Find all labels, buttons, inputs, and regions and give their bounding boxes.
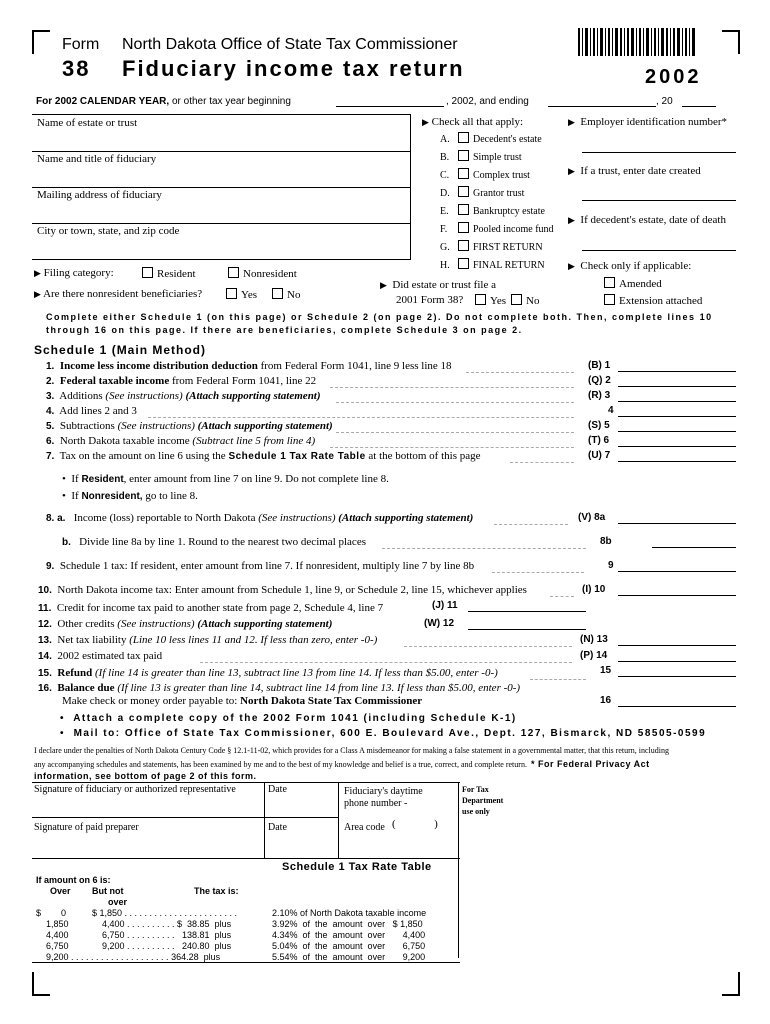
rate-row: 9,200 . . . . . . . . . . . . . . . . . . . . 364.28 plus: [46, 952, 221, 962]
arrow-right-icon: ▶: [568, 215, 575, 225]
death-date-field[interactable]: [582, 250, 736, 251]
checkbox[interactable]: [458, 132, 469, 143]
amended-checkbox-row[interactable]: Amended: [604, 277, 662, 290]
form38-no-checkbox[interactable]: No: [511, 294, 539, 307]
entity-type-item-g[interactable]: G. FIRST RETURN: [440, 242, 543, 253]
line-11: 11. Credit for income tax paid to another state from page 2, Schedule 4, line 7: [38, 602, 384, 614]
schedule1-line-5: 5. Subtractions (See instructions) (Attach supporting statement): [46, 420, 333, 432]
estate-name-field[interactable]: Name of estate or trust: [37, 117, 138, 129]
checkbox[interactable]: [142, 267, 153, 278]
entity-type-item-d[interactable]: D. Grantor trust: [440, 188, 525, 199]
col-over2: over: [108, 897, 128, 907]
corner-mark-bottom-left: [32, 972, 50, 996]
check-all-label: ▶ Check all that apply:: [422, 116, 524, 128]
leader-dots: [336, 402, 574, 403]
line-code: 8b: [600, 536, 612, 547]
form-number: 38: [62, 56, 91, 81]
phone-label-line1: Fiduciary's daytime: [344, 786, 423, 797]
leader-dots: [330, 447, 574, 448]
rate-table-header: If amount on 6 is:: [36, 875, 111, 885]
checkbox[interactable]: [458, 240, 469, 251]
preparer-date-field[interactable]: Date: [268, 822, 287, 833]
filing-category-row: ▶ Filing category:: [34, 267, 114, 279]
checkbox[interactable]: [604, 294, 615, 305]
leader-dots: [466, 372, 574, 373]
line-14: 14. 2002 estimated tax paid: [38, 650, 163, 662]
signature-date-field[interactable]: Date: [268, 784, 287, 795]
amount-field-line-14[interactable]: [618, 661, 736, 662]
line-code: 4: [608, 405, 614, 416]
instructions-line2: through 16 on this page. If there are beneficiaries, complete Schedule 3 on page 2.: [46, 325, 523, 335]
leader-dots: [330, 387, 574, 388]
checkbox[interactable]: [511, 294, 522, 305]
trust-date-label: ▶ If a trust, enter date created: [568, 165, 701, 177]
amount-field-line-3[interactable]: [618, 401, 736, 402]
schedule1-line-9: 9. Schedule 1 tax: If resident, enter amount from line 7. If nonresident, multiply line 7 by line 8b: [46, 560, 475, 572]
checkbox[interactable]: [458, 150, 469, 161]
entity-type-item-e[interactable]: E. Bankruptcy estate: [440, 206, 545, 217]
line-code: (V) 8a: [578, 512, 606, 523]
nonresident-checkbox-row[interactable]: Nonresident: [228, 267, 297, 280]
amount-field-line-11[interactable]: [468, 611, 586, 612]
checkbox[interactable]: [458, 222, 469, 233]
schedule1-line-7: 7. Tax on the amount on line 6 using the Schedule 1 Tax Rate Table at the bottom of this page: [46, 450, 481, 462]
dept-use-line1: For Tax: [462, 785, 489, 794]
agency-name: North Dakota Office of State Tax Commissioner: [122, 36, 458, 53]
schedule1-line-3: 3. Additions (See instructions) (Attach supporting statement): [46, 390, 321, 402]
checkbox[interactable]: [228, 267, 239, 278]
declaration-line3: information, see bottom of page 2 of this form.: [34, 771, 257, 781]
checkbox[interactable]: [458, 204, 469, 215]
line-10: 10. North Dakota income tax: Enter amount from Schedule 1, line 9, or Schedule 2, line 15, whichever applies: [38, 584, 527, 596]
entity-type-item-a[interactable]: A. Decedent's estate: [440, 134, 542, 145]
tax-year-mid: , 2002, and ending: [446, 96, 529, 107]
schedule1-line-1: 1. Income less income distribution deduction from Federal Form 1041, line 9 less line 18: [46, 360, 452, 372]
death-date-label: ▶ If decedent's estate, date of death: [568, 214, 726, 226]
amount-field-line-10[interactable]: [618, 595, 736, 596]
line-code: (T) 6: [588, 435, 610, 446]
arrow-right-icon: ▶: [34, 268, 41, 278]
phone-label-line2: phone number -: [344, 798, 408, 809]
leader-dots: [336, 432, 574, 433]
amount-field-line-5[interactable]: [618, 431, 736, 432]
corner-mark-bottom-right: [722, 972, 740, 996]
check-only-label: ▶ Check only if applicable:: [568, 260, 692, 272]
line-code: (W) 12: [424, 618, 454, 629]
amount-field-line-12[interactable]: [468, 629, 586, 630]
attach-copy-note: • Attach a complete copy of the 2002 Form 1041 (including Schedule K-1): [60, 713, 517, 724]
amount-field-line-8a[interactable]: [618, 523, 736, 524]
amount-field-line-4[interactable]: [618, 416, 736, 417]
form-label: Form: [62, 36, 100, 53]
end-year-field[interactable]: [682, 106, 716, 107]
col-tax-is: The tax is:: [194, 886, 239, 896]
leader-dots: [200, 662, 572, 663]
arrow-right-icon: ▶: [568, 166, 575, 176]
schedule1-line-8a: 8. a. Income (loss) reportable to North Dakota (See instructions) (Attach supporting statement): [46, 512, 474, 524]
declaration-line1: I declare under the penalties of North Dakota Century Code § 12.1-11-02, which provides for a Class A misdemeanor for making a false statement in a governmental matter, that this return, including: [34, 746, 669, 755]
line-code: 9: [608, 560, 614, 571]
city-state-zip-field[interactable]: City or town, state, and zip code: [37, 225, 180, 237]
amount-field-line-6[interactable]: [618, 446, 736, 447]
leader-dots: [492, 572, 584, 573]
amount-field-line-16[interactable]: [618, 706, 736, 707]
leader-dots: [382, 548, 586, 549]
rate-row-pct: 3.92% of the amount over $ 1,850: [272, 919, 423, 929]
schedule1-line-8b: b. Divide line 8a by line 1. Round to the nearest two decimal places: [62, 536, 366, 548]
leader-dots: [530, 679, 586, 680]
fiduciary-signature-field[interactable]: Signature of fiduciary or authorized representative: [34, 784, 236, 795]
amount-field-line-1[interactable]: [618, 371, 736, 372]
page-title: Fiduciary income tax return: [122, 56, 465, 81]
ein-label: ▶ Employer identification number*: [568, 116, 728, 128]
checkbox[interactable]: [458, 258, 469, 269]
line-13: 13. Net tax liability (Line 10 less lines 11 and 12. If less than zero, enter -0-): [38, 634, 378, 646]
amount-field-line-13[interactable]: [618, 645, 736, 646]
leader-dots: [494, 524, 568, 525]
mailing-address-field[interactable]: Mailing address of fiduciary: [37, 189, 162, 201]
schedule1-line-4: 4. Add lines 2 and 3: [46, 405, 137, 417]
col-over: Over: [50, 886, 71, 896]
line-15: 15. Refund (If line 14 is greater than line 13, subtract line 13 from line 14. If less than $5.00, enter -0-): [38, 667, 498, 679]
dept-use-line3: use only: [462, 807, 490, 816]
end-date-field[interactable]: [548, 106, 656, 107]
line-code: (U) 7: [588, 450, 611, 461]
arrow-right-icon: ▶: [568, 117, 575, 127]
payable-to-line: Make check or money order payable to: North Dakota State Tax Commissioner: [62, 695, 423, 707]
preparer-signature-field[interactable]: Signature of paid preparer: [34, 822, 139, 833]
leader-dots: [148, 417, 574, 418]
rate-row: 6,750 9,200 . . . . . . . . . . 240.80 plus: [46, 941, 232, 951]
checkbox[interactable]: [272, 288, 283, 299]
leader-dots: [510, 462, 574, 463]
amount-field-line-15[interactable]: [618, 676, 736, 677]
area-code-field[interactable]: ( ): [392, 818, 438, 830]
extension-checkbox-row[interactable]: Extension attached: [604, 294, 702, 307]
leader-dots: [404, 646, 572, 647]
amount-field-line-8b[interactable]: [652, 547, 736, 548]
declaration-line2: any accompanying schedules and statements, has been examined by me and to the best of my knowledge and belief is a true, correct, and complete return. * For Federal Privacy Act: [34, 759, 650, 769]
rate-table-title: Schedule 1 Tax Rate Table: [282, 861, 432, 873]
mail-to-note: • Mail to: Office of State Tax Commissioner, 600 E. Boulevard Ave., Dept. 127, Bismarck, ND 58505-0599: [60, 728, 707, 739]
line-code: (I) 10: [582, 584, 606, 595]
barcode-icon: [578, 28, 696, 56]
fiduciary-name-field[interactable]: Name and title of fiduciary: [37, 153, 157, 165]
checkbox[interactable]: [604, 277, 615, 288]
schedule1-title: Schedule 1 (Main Method): [34, 343, 207, 357]
corner-mark-top-left: [32, 30, 50, 54]
beneficiaries-no-checkbox[interactable]: No: [272, 288, 300, 301]
schedule1-line-6: 6. North Dakota taxable income (Subtract line 5 from line 4): [46, 435, 316, 447]
amount-field-line-7[interactable]: [618, 461, 736, 462]
rate-row: $ 0 $ 1,850 . . . . . . . . . . . . . . . . . . . . . . .: [36, 908, 238, 918]
form38-yes-checkbox[interactable]: Yes: [475, 294, 506, 307]
trust-date-field[interactable]: [582, 200, 736, 201]
line-code: (R) 3: [588, 390, 611, 401]
arrow-right-icon: ▶: [422, 117, 429, 127]
ein-field[interactable]: [582, 152, 736, 153]
arrow-right-icon: ▶: [568, 261, 575, 271]
checkbox[interactable]: [226, 288, 237, 299]
line-code: (N) 13: [580, 634, 608, 645]
tax-year-line: For 2002 CALENDAR YEAR, or other tax year beginning: [36, 96, 291, 107]
line-code: 15: [600, 665, 612, 676]
beneficiaries-question: ▶ Are there nonresident beneficiaries?: [34, 288, 203, 300]
tax-year-badge: 2002: [645, 66, 702, 88]
beneficiaries-yes-checkbox[interactable]: Yes: [226, 288, 257, 301]
amount-field-line-9[interactable]: [618, 571, 736, 572]
rate-row-pct: 5.54% of the amount over 9,200: [272, 952, 426, 962]
checkbox[interactable]: [475, 294, 486, 305]
amount-field-line-2[interactable]: [618, 386, 736, 387]
rate-row: 1,850 4,400 . . . . . . . . . . $ 38.85 plus: [46, 919, 232, 929]
line-code: (P) 14: [580, 650, 608, 661]
rate-row-pct: 4.34% of the amount over 4,400: [272, 930, 426, 940]
leader-dots: [550, 596, 574, 597]
form38-question-line1: ▶ Did estate or trust file a: [380, 279, 496, 291]
checkbox[interactable]: [458, 186, 469, 197]
nonresident-bullet: • If Nonresident, go to line 8.: [62, 490, 198, 502]
rate-row-pct: 2.10% of North Dakota taxable income: [272, 908, 427, 918]
resident-checkbox-row[interactable]: Resident: [142, 267, 196, 280]
corner-mark-top-right: [722, 30, 740, 54]
line-code: 16: [600, 695, 612, 706]
dept-use-line2: Department: [462, 796, 504, 805]
area-code-label: Area code: [344, 822, 385, 833]
line-code: (B) 1: [588, 360, 611, 371]
schedule1-line-2: 2. Federal taxable income from Federal Form 1041, line 22: [46, 375, 317, 387]
line-code: (Q) 2: [588, 375, 611, 386]
arrow-right-icon: ▶: [380, 280, 387, 290]
instructions-line1: Complete either Schedule 1 (on this page) or Schedule 2 (on page 2). Do not complete both. Then, complete lines 10: [46, 312, 713, 322]
rate-row: 4,400 6,750 . . . . . . . . . . 138.81 plus: [46, 930, 232, 940]
form38-question-line2: 2001 Form 38?: [396, 294, 464, 306]
entity-type-item-b[interactable]: B. Simple trust: [440, 152, 522, 163]
identification-box: [32, 114, 411, 260]
tax-year-end: , 20: [656, 96, 673, 107]
arrow-right-icon: ▶: [34, 289, 41, 299]
line-12: 12. Other credits (See instructions) (Attach supporting statement): [38, 618, 333, 630]
entity-type-item-h[interactable]: H. FINAL RETURN: [440, 260, 545, 271]
col-but-not: But not: [92, 886, 124, 896]
line-code: (J) 11: [432, 600, 458, 611]
entity-type-item-f[interactable]: F. Pooled income fund: [440, 224, 554, 235]
rate-row-pct: 5.04% of the amount over 6,750: [272, 941, 426, 951]
line-16: 16. Balance due (If line 13 is greater than line 14, subtract line 14 from line 13. If less than $5.00, enter -0-): [38, 682, 521, 694]
resident-bullet: • If Resident, enter amount from line 7 on line 9. Do not complete line 8.: [62, 473, 389, 485]
checkbox[interactable]: [458, 168, 469, 179]
begin-date-field[interactable]: [336, 106, 444, 107]
entity-type-item-c[interactable]: C. Complex trust: [440, 170, 530, 181]
line-code: (S) 5: [588, 420, 610, 431]
